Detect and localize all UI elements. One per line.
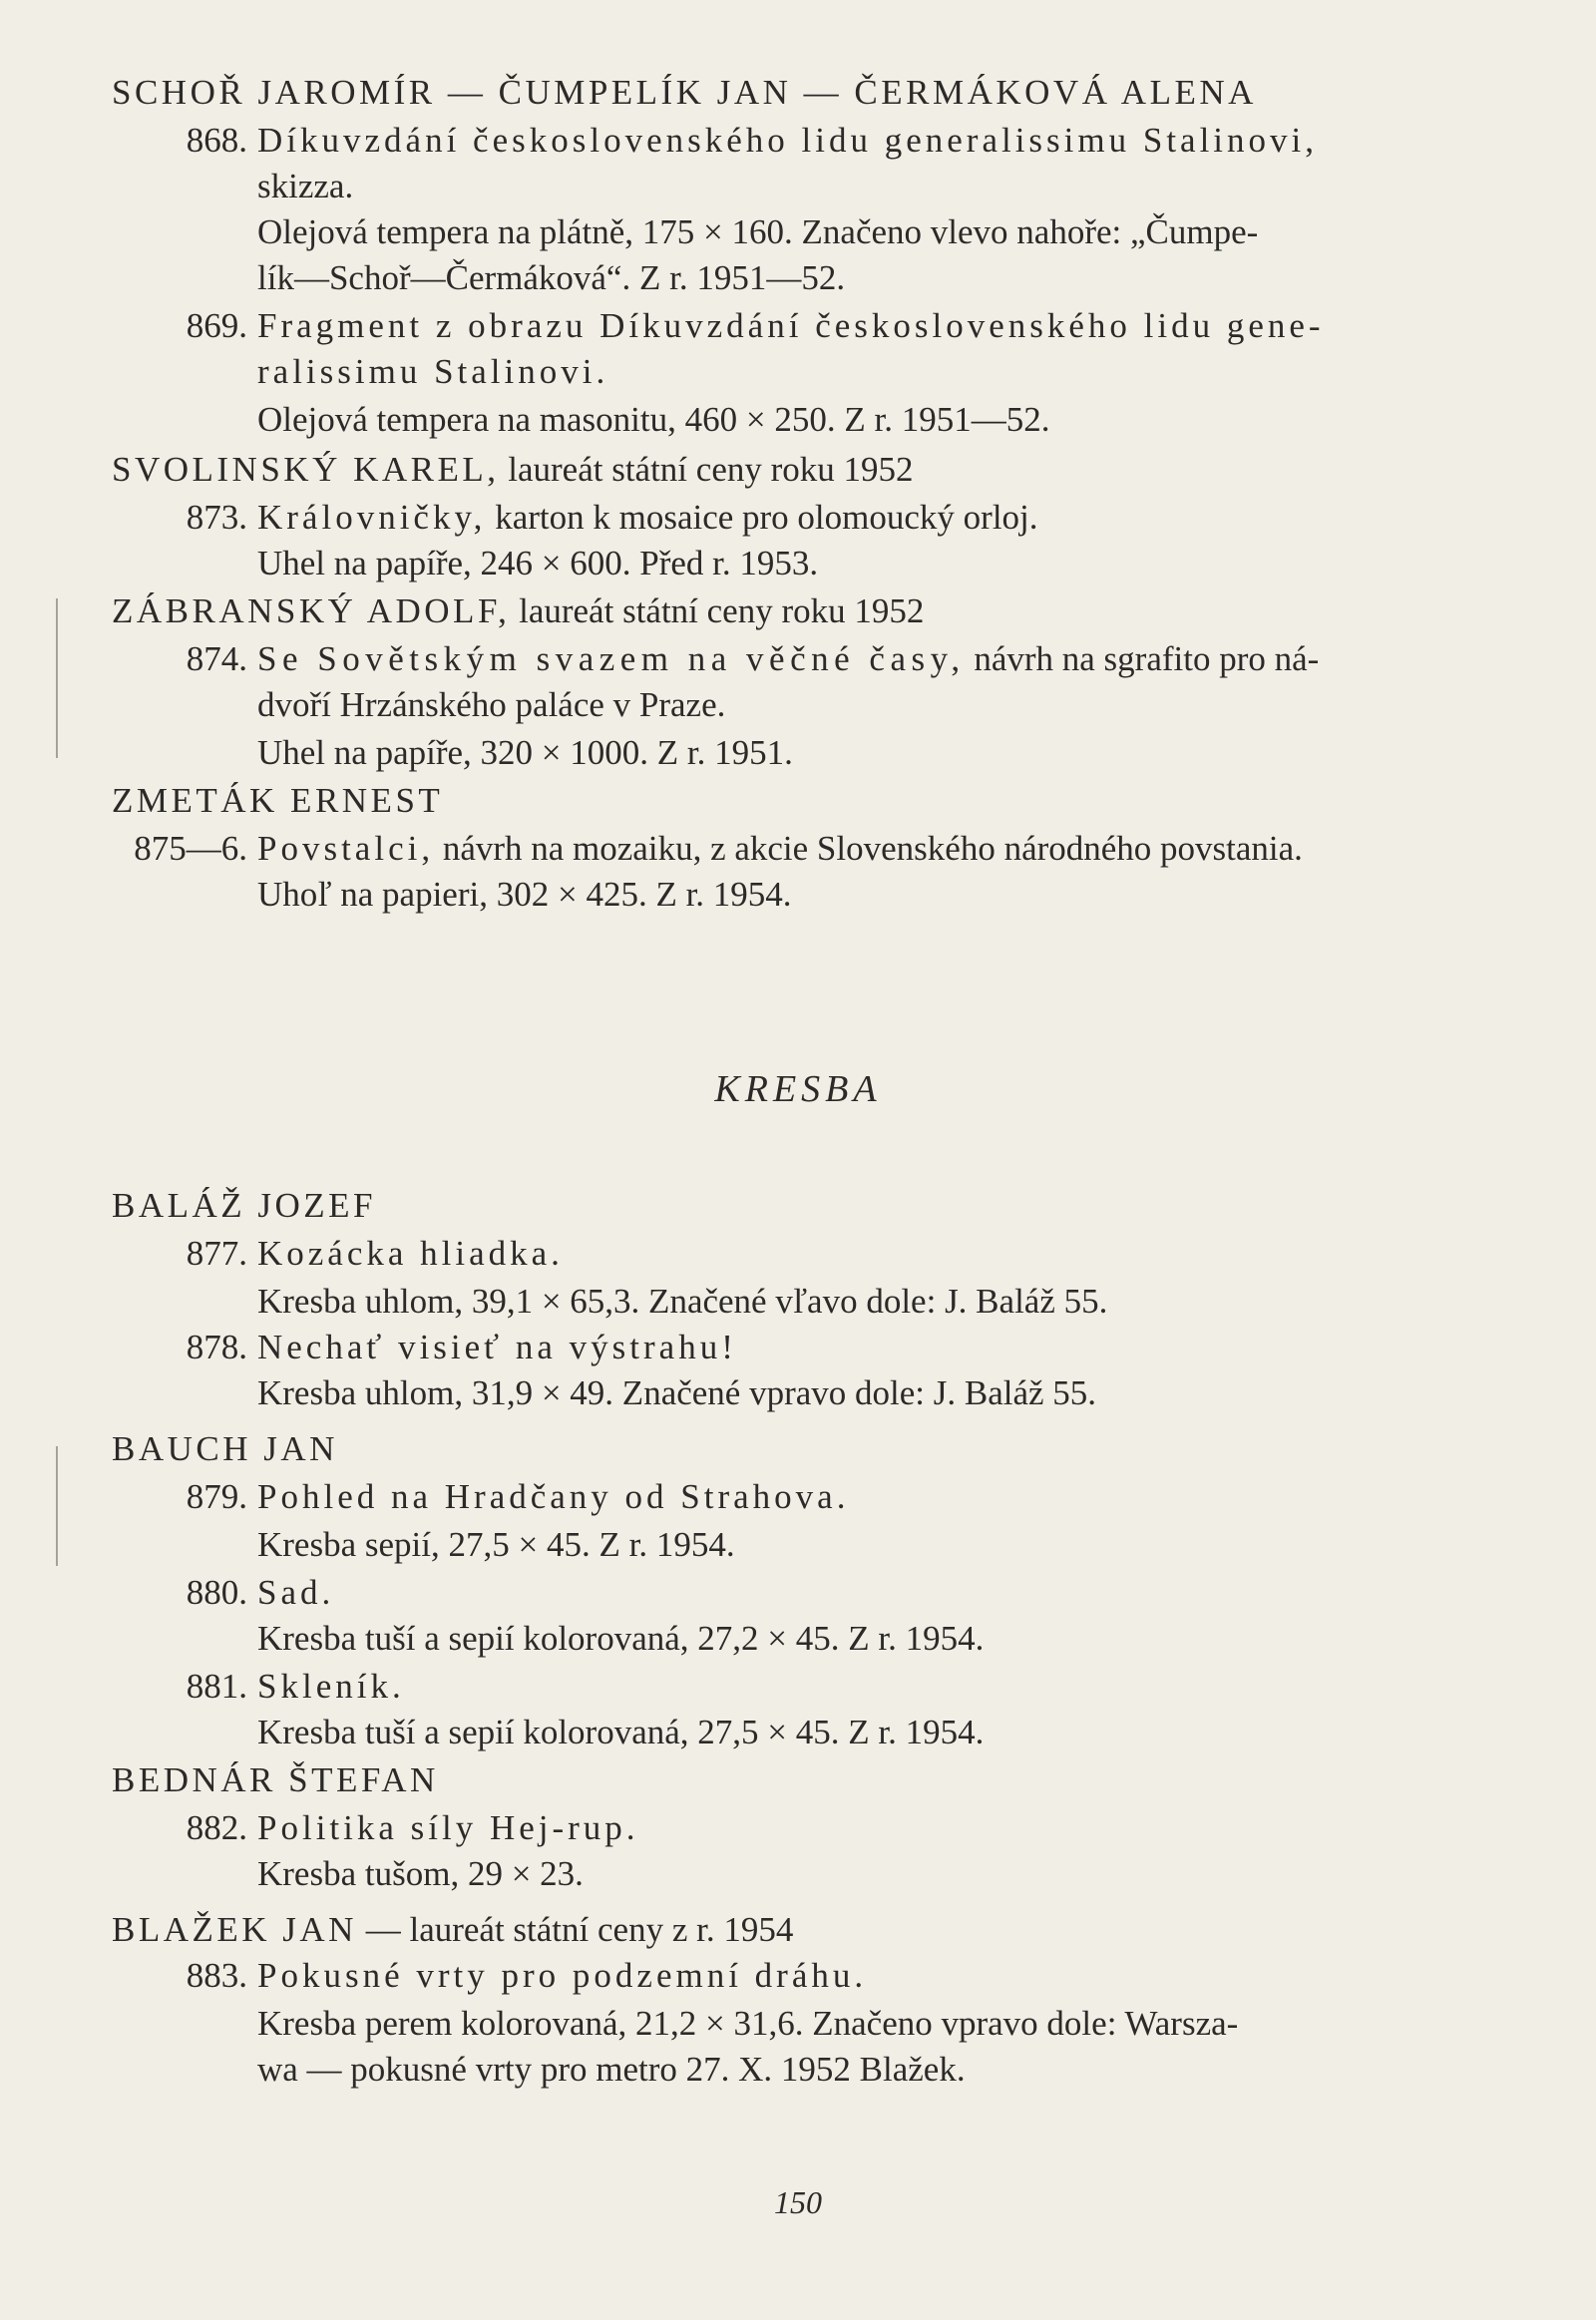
entry-title-883: Pokusné vrty pro podzemní dráhu. xyxy=(257,1956,868,1995)
section-heading-kresba: KRESBA xyxy=(714,1068,882,1110)
entry-title-880: Sad. xyxy=(257,1573,335,1612)
artist-note: — laureát státní ceny z r. 1954 xyxy=(365,1910,794,1949)
margin-pencil-mark xyxy=(56,598,58,758)
artist-name: SVOLINSKÝ KAREL, xyxy=(112,450,500,489)
artist-name: BLAŽEK JAN xyxy=(112,1910,357,1949)
entry-desc-883-cont: wa — pokusné vrty pro metro 27. X. 1952 Blažek. xyxy=(257,2050,966,2089)
entry-desc-880: Kresba tuší a sepií kolorovaná, 27,2 × 45. Z r. 1954. xyxy=(257,1619,985,1658)
entry-title-875 xyxy=(257,826,1303,872)
entry-number-881: 881. xyxy=(186,1667,247,1706)
entry-desc-873: Uhel na papíře, 246 × 600. Před r. 1953. xyxy=(257,544,819,582)
entry-title-text: Povstalci, xyxy=(257,829,435,868)
entry-title-869-cont: ralissimu Stalinovi. xyxy=(257,352,609,391)
entry-title-868: Díkuvzdání československého lidu generalissimu Stalinovi, xyxy=(257,121,1319,160)
entry-desc-868-cont: lík—Schoř—Čermáková“. Z r. 1951—52. xyxy=(257,258,846,297)
entry-title-rest: karton k mosaice pro olomoucký orloj. xyxy=(495,498,1038,537)
artist-header-zabransky xyxy=(112,588,924,634)
entry-title-869: Fragment z obrazu Díkuvzdání československého lidu gene- xyxy=(257,306,1325,345)
entry-number-878: 878. xyxy=(186,1328,247,1366)
entry-title-rest: návrh na sgrafito pro ná- xyxy=(974,639,1320,678)
entry-number-873: 873. xyxy=(186,498,247,537)
entry-number-875: 875—6. xyxy=(134,829,247,868)
entry-title-text: Se Sovětským svazem na věčné časy, xyxy=(257,639,966,678)
entry-title-874-cont: dvoří Hrzánského paláce v Praze. xyxy=(257,685,726,724)
entry-desc-882: Kresba tušom, 29 × 23. xyxy=(257,1854,584,1893)
entry-title-877: Kozácka hliadka. xyxy=(257,1234,564,1273)
entry-desc-868: Olejová tempera na plátně, 175 × 160. Značeno vlevo nahoře: „Čumpe- xyxy=(257,212,1259,251)
entry-title-874 xyxy=(257,636,1319,682)
entry-number-879: 879. xyxy=(186,1477,247,1516)
entry-desc-878: Kresba uhlom, 31,9 × 49. Značené vpravo dole: J. Baláž 55. xyxy=(257,1373,1097,1412)
artist-header-blazek xyxy=(112,1907,793,1953)
artist-note: laureát státní ceny roku 1952 xyxy=(508,450,914,489)
artist-name: ZÁBRANSKÝ ADOLF, xyxy=(112,591,511,630)
entry-desc-879: Kresba sepií, 27,5 × 45. Z r. 1954. xyxy=(257,1525,735,1564)
entry-number-883: 883. xyxy=(186,1956,247,1995)
entry-title-text: Královničky, xyxy=(257,498,487,537)
entry-desc-883: Kresba perem kolorovaná, 21,2 × 31,6. Značeno vpravo dole: Warsza- xyxy=(257,2004,1239,2043)
artist-header-balaz: BALÁŽ JOZEF xyxy=(112,1186,377,1225)
entry-number-874: 874. xyxy=(186,639,247,678)
entry-number-877: 877. xyxy=(186,1234,247,1273)
entry-title-873 xyxy=(257,495,1038,541)
entry-title-rest: návrh na mozaiku, z akcie Slovenského národného povstania. xyxy=(442,829,1303,868)
artist-header-bednar: BEDNÁR ŠTEFAN xyxy=(112,1760,439,1799)
entry-desc-874: Uhel na papíře, 320 × 1000. Z r. 1951. xyxy=(257,733,793,772)
artist-note: laureát státní ceny roku 1952 xyxy=(519,591,925,630)
entry-title-879: Pohled na Hradčany od Strahova. xyxy=(257,1477,850,1516)
artist-header-svolinsky xyxy=(112,447,914,493)
entry-number-869: 869. xyxy=(186,306,247,345)
entry-title-881: Skleník. xyxy=(257,1667,405,1706)
entry-number-882: 882. xyxy=(186,1808,247,1847)
entry-desc-881: Kresba tuší a sepií kolorovaná, 27,5 × 45. Z r. 1954. xyxy=(257,1713,985,1751)
entry-number-880: 880. xyxy=(186,1573,247,1612)
entry-desc-875: Uhoľ na papieri, 302 × 425. Z r. 1954. xyxy=(257,875,792,914)
margin-pencil-mark xyxy=(56,1446,58,1566)
artist-header-bauch: BAUCH JAN xyxy=(112,1429,338,1468)
page-number: 150 xyxy=(774,2184,822,2220)
artist-header-schor: SCHOŘ JAROMÍR — ČUMPELÍK JAN — ČERMÁKOVÁ ALENA xyxy=(112,73,1257,112)
entry-number-868: 868. xyxy=(186,121,247,160)
artist-header-zmetak: ZMETÁK ERNEST xyxy=(112,781,444,820)
entry-title-878: Nechať visieť na výstrahu! xyxy=(257,1328,737,1366)
entry-desc-869: Olejová tempera na masonitu, 460 × 250. Z r. 1951—52. xyxy=(257,400,1050,439)
entry-title-882: Politika síly Hej-rup. xyxy=(257,1808,639,1847)
entry-desc-877: Kresba uhlom, 39,1 × 65,3. Značené vľavo dole: J. Baláž 55. xyxy=(257,1282,1108,1321)
entry-title-868-cont: skizza. xyxy=(257,167,354,205)
